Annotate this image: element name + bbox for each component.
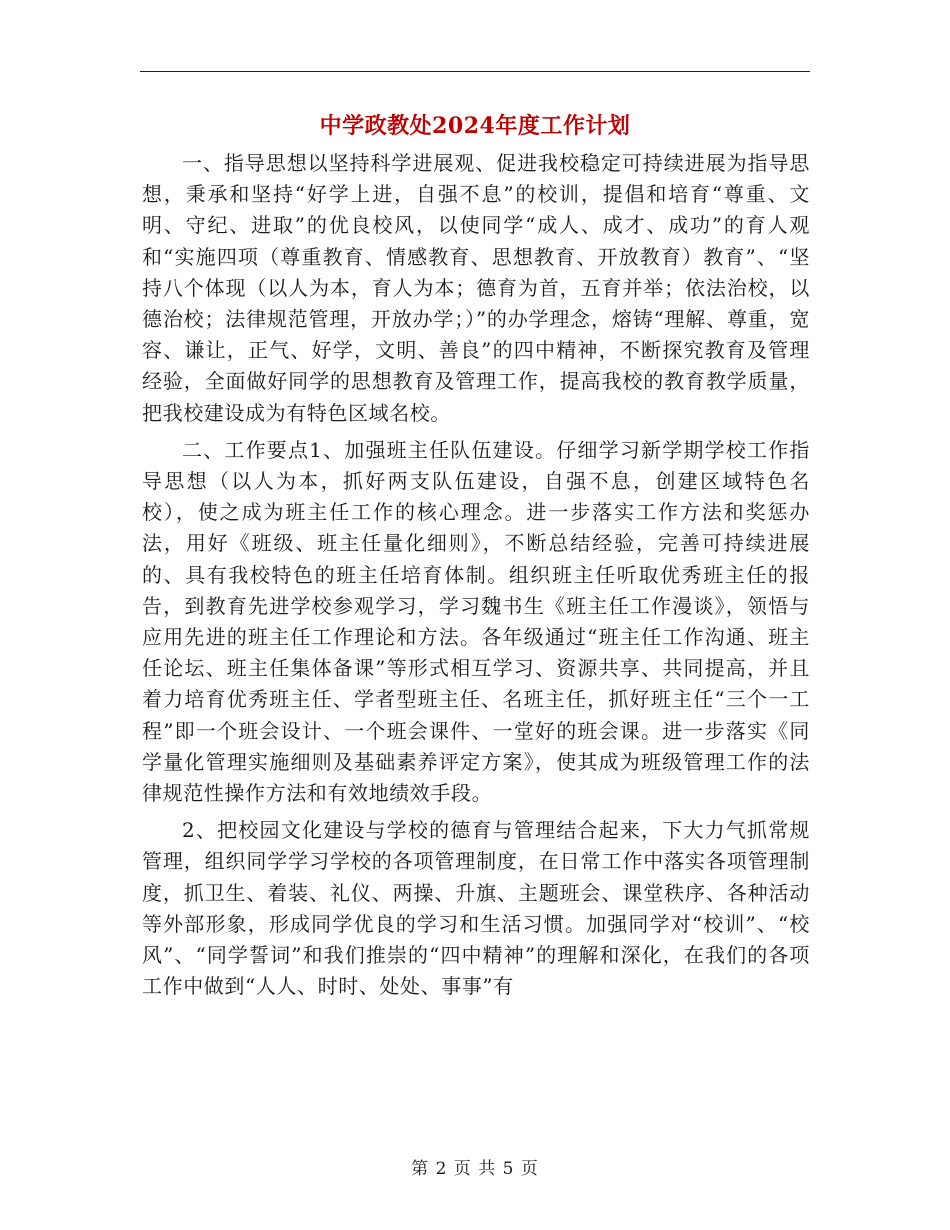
document-title: 中学政教处2024年度工作计划 [319, 113, 631, 139]
header-rule [140, 71, 810, 72]
paragraph-campus-culture: 2、把校园文化建设与学校的德育与管理结合起来，下大力气抓常规管理，组织同学学习学校的各项管理制度，在日常工作中落实各项管理制度，抓卫生、着装、礼仪、两操、升旗、主题班会、课堂秩序、各种活动等外部形象，形成同学优良的学习和生活习惯。加强同学对“校训”、“校风”、“同学誓词”和我们推崇的“四中精神”的理解和深化，在我们的各项工作中做到“人人、时时、处处、事事”有 [142, 818, 810, 999]
footer-page-current: 2 [435, 1159, 448, 1179]
footer-middle: 页 共 [453, 1159, 497, 1179]
page-footer [0, 1154, 950, 1179]
footer-suffix: 页 [520, 1159, 539, 1179]
paragraph-work-points: 二、工作要点1、加强班主任队伍建设。仔细学习新学期学校工作指导思想（以人为本，抓好两支队伍建设，自强不息，创建区域特色名校），使之成为班主任工作的核心理念。进一步落实工作方法和奖惩办法，用好《班级、班主任量化细则》，不断总结经验，完善可持续进展的、具有我校特色的班主任培育体制。组织班主任听取优秀班主任的报告，到教育先进学校参观学习，学习魏书生《班主任工作漫谈》，领悟与应用先进的班主任工作理论和方法。各年级通过“班主任工作沟通、班主任论坛、班主任集体备课”等形式相互学习、资源共享、共同提高，并且着力培育优秀班主任、学者型班主任、名班主任，抓好班主任“三个一工程”即一个班会设计、一个班会课件、一堂好的班会课。进一步落实《同学量化管理实施细则及基础素养评定方案》，使其成为班级管理工作的法律规范性操作方法和有效地绩效手段。 [142, 437, 810, 806]
footer-page-total: 5 [502, 1159, 515, 1179]
document-body [142, 148, 810, 1008]
paragraph-guiding-thought: 一、指导思想以坚持科学进展观、促进我校稳定可持续进展为指导思想，秉承和坚持“好学上进，自强不息”的校训，提倡和培育“尊重、文明、守纪、进取”的优良校风，以使同学“成人、成才、成功”的育人观和“实施四项（尊重教育、情感教育、思想教育、开放教育）教育”、“坚持八个体现（以人为本，育人为本；德育为首，五育并举；依法治校，以德治校；法律规范管理，开放办学；）”的办学理念，熔铸“理解、尊重，宽容、谦让，正气、好学，文明、善良”的四中精神，不断探究教育及管理经验，全面做好同学的思想教育及管理工作，提高我校的教育教学质量，把我校建设成为有特色区域名校。 [142, 151, 810, 425]
footer-prefix: 第 [411, 1159, 430, 1179]
